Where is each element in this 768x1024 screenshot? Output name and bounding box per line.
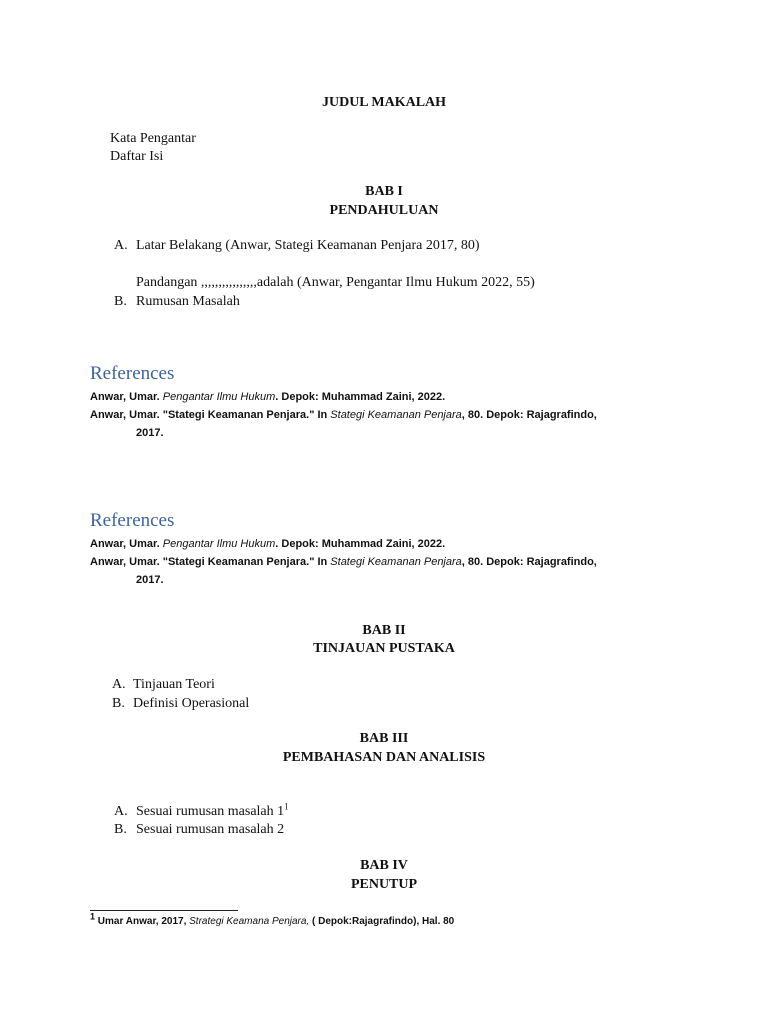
footnote-author: Umar Anwar, 2017, <box>95 916 190 927</box>
reference-entry <box>90 388 445 406</box>
reference-book-title: Stategi Keamanan Penjara <box>330 409 462 421</box>
bab3-item-a-marker: A. <box>114 804 128 819</box>
bab1-item-b-marker: B. <box>114 294 127 309</box>
reference-year: 2017. <box>136 574 164 586</box>
references-heading: References <box>90 510 175 531</box>
bab4-number: BAB IV <box>360 858 408 873</box>
reference-publisher: , 80. Depok: Rajagrafindo, <box>461 556 597 568</box>
reference-author: Anwar, Umar. <box>90 391 163 403</box>
footnote <box>90 911 455 927</box>
footnote-title: Strategi Keamana Penjara, <box>189 916 310 927</box>
bab3-number: BAB III <box>359 731 409 746</box>
bab3-item-b-text: Sesuai rumusan masalah 2 <box>136 822 285 837</box>
reference-entry <box>90 553 597 571</box>
bab2-item-a-text: Tinjauan Teori <box>133 677 215 692</box>
bab3-item-a-text: Sesuai rumusan masalah 1 <box>136 804 285 819</box>
bab1-number: BAB I <box>365 184 403 199</box>
bab3-item-a <box>136 801 289 820</box>
reference-entry <box>90 406 597 424</box>
document-title: JUDUL MAKALAH <box>321 95 447 110</box>
footnote-separator <box>90 910 238 911</box>
front-matter-kata-pengantar: Kata Pengantar <box>110 131 196 146</box>
references-heading: References <box>90 363 175 384</box>
bab2-item-b-text: Definisi Operasional <box>133 696 250 711</box>
bab2-number: BAB II <box>362 623 406 638</box>
bab1-item-a-marker: A. <box>114 238 128 253</box>
front-matter-daftar-isi: Daftar Isi <box>110 149 164 164</box>
bab2-item-a-marker: A. <box>112 677 126 692</box>
reference-publisher: , 80. Depok: Rajagrafindo, <box>461 409 597 421</box>
footnote-marker: 1 <box>90 911 96 922</box>
bab2-title: TINJAUAN PUSTAKA <box>313 641 455 656</box>
bab1-item-a-text: Latar Belakang (Anwar, Stategi Keamanan Penjara 2017, 80) <box>136 238 480 253</box>
reference-book-title: Pengantar Ilmu Hukum <box>162 391 276 403</box>
reference-book-title: Pengantar Ilmu Hukum <box>162 538 276 550</box>
bab4-title: PENUTUP <box>350 877 418 892</box>
bab2-item-b-marker: B. <box>112 696 125 711</box>
bab1-title: PENDAHULUAN <box>329 203 439 218</box>
footnote-reference[interactable]: 1 <box>284 801 289 812</box>
reference-publisher: . Depok: Muhammad Zaini, 2022. <box>275 538 446 550</box>
reference-entry <box>90 535 445 553</box>
footnote-publisher: ( Depok:Rajagrafindo), Hal. 80 <box>309 916 455 927</box>
reference-author: Anwar, Umar. "Stategi Keamanan Penjara." In <box>90 409 331 421</box>
bab3-title: PEMBAHASAN DAN ANALISIS <box>282 750 486 765</box>
reference-book-title: Stategi Keamanan Penjara <box>330 556 462 568</box>
reference-author: Anwar, Umar. <box>90 538 163 550</box>
bab1-item-b-text: Rumusan Masalah <box>136 294 240 309</box>
reference-author: Anwar, Umar. "Stategi Keamanan Penjara." In <box>90 556 331 568</box>
reference-year: 2017. <box>136 427 164 439</box>
bab1-item-pandangan-text: Pandangan ,,,,,,,,,,,,,,,,adalah (Anwar, Pengantar Ilmu Hukum 2022, 55) <box>136 275 535 290</box>
bab3-item-b-marker: B. <box>114 822 127 837</box>
reference-publisher: . Depok: Muhammad Zaini, 2022. <box>275 391 446 403</box>
